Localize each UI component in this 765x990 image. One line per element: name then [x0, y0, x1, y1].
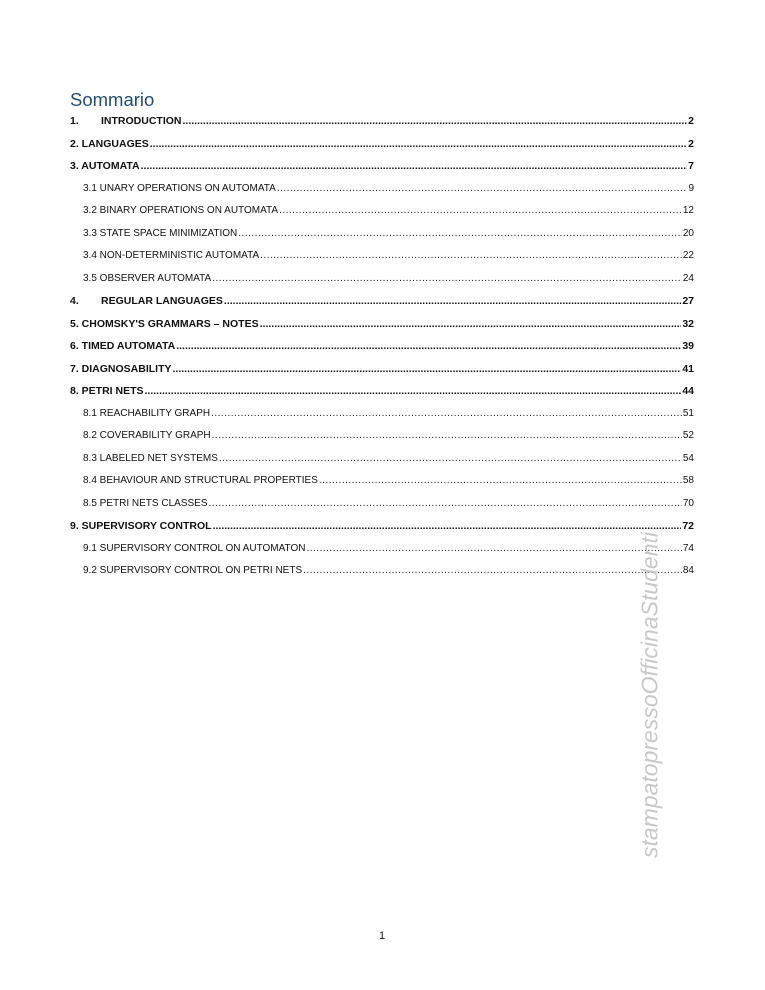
dot-leader — [219, 453, 682, 464]
toc-entry-page: 44 — [682, 385, 694, 397]
toc-entry[interactable] — [70, 475, 694, 498]
toc-entry[interactable] — [70, 205, 694, 228]
toc-entry[interactable] — [70, 430, 694, 453]
dot-leader — [211, 408, 682, 419]
toc-entry-page: 41 — [682, 362, 694, 375]
toc-entry-page: 22 — [682, 250, 694, 261]
toc-entry-label: 9. SUPERVISORY CONTROL — [70, 520, 212, 532]
toc-entry-label: 3.3 STATE SPACE MINIMIZATION — [83, 227, 238, 239]
dot-leader — [145, 385, 682, 397]
toc-entry[interactable] — [70, 453, 694, 476]
toc-entry[interactable] — [70, 228, 694, 251]
toc-entry-label: 8.4 BEHAVIOUR AND STRUCTURAL PROPERTIES — [83, 475, 318, 486]
toc-entry-label: 5. CHOMSKY'S GRAMMARS – NOTES — [70, 317, 259, 330]
toc-entry-page: 84 — [682, 565, 694, 576]
toc-entry-label: REGULAR LANGUAGES — [101, 295, 223, 307]
toc-entry-page: 2 — [688, 115, 694, 127]
toc-entry-label: 6. TIMED AUTOMATA — [70, 340, 176, 352]
dot-leader — [279, 205, 682, 216]
dot-leader — [224, 295, 681, 307]
toc-entry[interactable] — [70, 138, 694, 161]
dot-leader — [260, 250, 682, 261]
toc-entry-page: 2 — [688, 137, 694, 150]
toc-entry-label: 2. LANGUAGES — [70, 137, 149, 150]
toc-entry-page: 9 — [688, 182, 694, 194]
toc-entry-page: 7 — [688, 160, 694, 172]
toc-entry[interactable] — [70, 565, 694, 588]
toc-entry-label: INTRODUCTION — [101, 115, 182, 127]
toc-entry-number: 4. — [70, 295, 79, 307]
toc-entry[interactable] — [70, 363, 694, 386]
watermark: stampatopressoOfficinaStudenti — [636, 531, 663, 859]
toc-entry-label: 3.1 UNARY OPERATIONS ON AUTOMATA — [83, 182, 276, 194]
dot-leader — [212, 273, 682, 284]
dot-leader — [213, 520, 682, 532]
toc-entry-page: 20 — [682, 227, 694, 239]
toc-entry-number: 1. — [70, 115, 79, 127]
toc-entry-page: 58 — [682, 475, 694, 486]
dot-leader — [183, 115, 688, 127]
toc-entry-page: 27 — [682, 295, 694, 307]
toc-entry[interactable] — [70, 273, 694, 296]
toc-entry-label: 8.1 REACHABILITY GRAPH — [83, 407, 211, 419]
toc-entry[interactable] — [70, 250, 694, 273]
toc-entry[interactable] — [70, 295, 694, 318]
toc-entry-label: 8.2 COVERABILITY GRAPH — [83, 430, 211, 441]
dot-leader — [303, 565, 682, 576]
toc-entry[interactable] — [70, 340, 694, 363]
toc-entry[interactable] — [70, 183, 694, 206]
toc-entry-page: 32 — [682, 317, 694, 330]
toc-entry-label: 8.3 LABELED NET SYSTEMS — [83, 452, 218, 464]
dot-leader — [319, 475, 682, 486]
dot-leader — [238, 228, 682, 239]
dot-leader — [173, 363, 682, 375]
toc-entry-label: 9.1 SUPERVISORY CONTROL ON AUTOMATON — [83, 542, 306, 554]
dot-leader — [176, 340, 681, 352]
toc-entry[interactable] — [70, 520, 694, 543]
toc-entry-label: 3.4 NON-DETERMINISTIC AUTOMATA — [83, 250, 260, 261]
toc-entry-label: 7. DIAGNOSABILITY — [70, 362, 172, 375]
toc-entry-page: 52 — [682, 430, 694, 441]
toc-entry-label: 8.5 PETRI NETS CLASSES — [83, 497, 208, 509]
toc-entry[interactable] — [70, 115, 694, 138]
table-of-contents — [70, 115, 694, 588]
toc-entry[interactable] — [70, 318, 694, 341]
toc-title: Sommario — [70, 89, 155, 110]
toc-entry[interactable] — [70, 498, 694, 521]
toc-entry[interactable] — [70, 408, 694, 431]
dot-leader — [306, 543, 681, 554]
dot-leader — [141, 160, 688, 172]
toc-entry-page: 54 — [682, 452, 694, 464]
dot-leader — [277, 183, 688, 194]
toc-entry-label: 3.5 OBSERVER AUTOMATA — [83, 272, 212, 284]
dot-leader — [209, 498, 682, 509]
toc-entry-page: 24 — [682, 272, 694, 284]
toc-entry-label: 3. AUTOMATA — [70, 160, 140, 172]
toc-entry-label: 8. PETRI NETS — [70, 385, 144, 397]
page-number: 1 — [379, 930, 386, 942]
toc-entry-page: 70 — [682, 497, 694, 509]
toc-entry-label: 3.2 BINARY OPERATIONS ON AUTOMATA — [83, 205, 279, 216]
toc-entry-page: 74 — [682, 542, 694, 554]
toc-entry-page: 72 — [682, 520, 694, 532]
dot-leader — [260, 318, 682, 330]
toc-entry[interactable] — [70, 385, 694, 408]
toc-entry[interactable] — [70, 543, 694, 566]
toc-entry-page: 12 — [682, 205, 694, 216]
toc-entry-label: 9.2 SUPERVISORY CONTROL ON PETRI NETS — [83, 565, 303, 576]
toc-entry-page: 39 — [682, 340, 694, 352]
dot-leader — [150, 138, 687, 150]
toc-entry-page: 51 — [682, 407, 694, 419]
toc-entry[interactable] — [70, 160, 694, 183]
dot-leader — [212, 430, 682, 441]
